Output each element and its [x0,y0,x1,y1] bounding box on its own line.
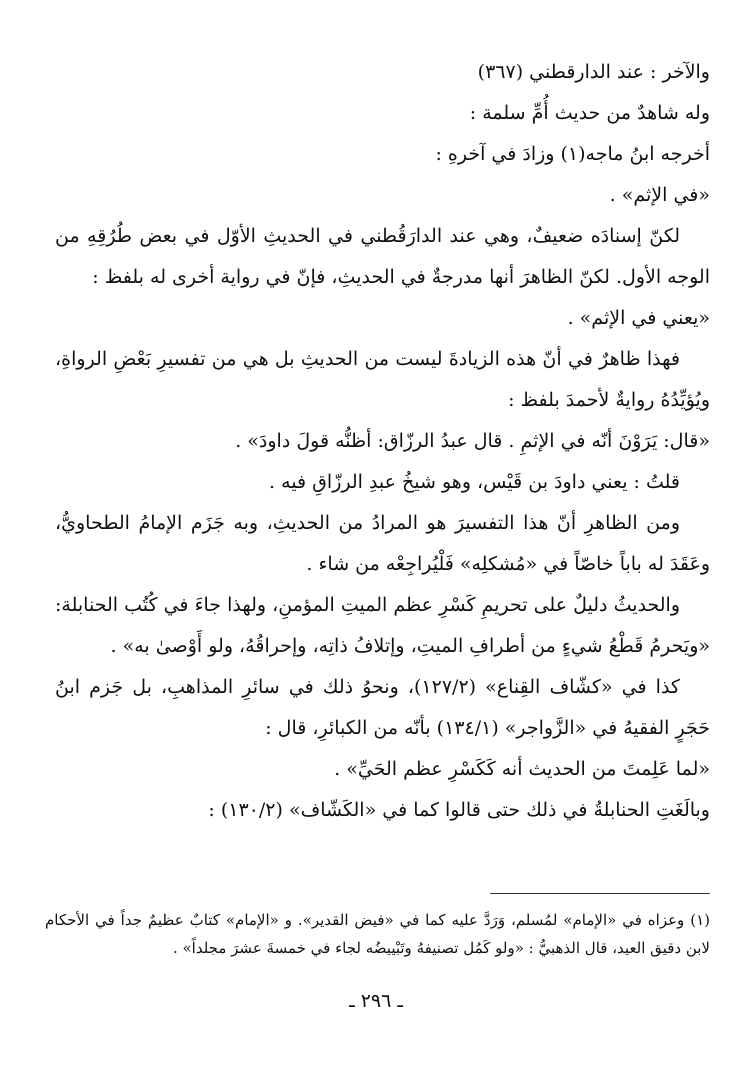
quote-yani: «يعني في الإثم» . [567,307,710,329]
footnote-divider [490,893,710,894]
paragraph-kashshaf: كذا في «كشّاف القِناع» (١٢٧/٢)، ونحوُ ذلك في سائرِ المذاهبِ، بل جَزم ابنُ حَجَرٍ الفقيهُ في «الزَّواجر» (١٣٤/١) بأنّه من الكبائرِ، قال : [55,676,710,739]
paragraph-balagat: وبالَغَتِ الحنابلةُ في ذلك حتى قالوا كما في «الكَشّاف» (١٣٠/٢) : [208,799,710,821]
quote-kakasr: «لما عَلِمتَ من الحديث أنه كَكَسْرِ عظم الحَيِّ» . [334,758,710,780]
quote-ahmad: «قال: يَرَوْنَ أنّه في الإثمِ . قال عبدُ الرزّاق: أظنُّه قولَ داودَ» . [235,430,710,452]
footnotes [45,906,710,962]
paragraph-qultu: قلتُ : يعني داودَ بن قَيْس، وهو شيخُ عبدِ الرزّاقِ فيه . [269,471,680,493]
paragraph-isnad: لكنّ إسنادَه ضعيفٌ، وهي عند الدارَقُطني في الحديثِ الأوّل في بعض طُرُقِهِ من الوجه الأول. لكنّ الظاهرَ أنها مدرجةٌ في الحديثِ، فإنّ في رواية أخرى له بلفظ : [55,225,710,288]
footnote-1: (١) وعزاه في «الإمام» لمُسلم، وَرَدَّ عليه كما في «فيض القدير». و «الإمام» كتابٌ عظيمٌ جداً في الأحكام لابن دقيق العيد، قال الذهبيُّ : «ولو كَمُل تصنيفهُ وتَبْييضُه لجاء في خمسةَ عشرَ مجلداً» . [45,911,710,957]
line-2: وله شاهدٌ من حديث أُمِّ سلمة : [469,102,710,124]
paragraph-tahawi: ومن الظاهرِ أنّ هذا التفسيرَ هو المرادُ من الحديثِ، وبه جَزَم الإمامُ الطحاويُّ، وعَقَدَ له باباً خاصّاً في «مُشكلِه» فَلْيُراجِعْه من شاء . [55,512,710,575]
paragraph-ziyada: فهذا ظاهرٌ في أنّ هذه الزيادةَ ليست من الحديثِ بل هي من تفسيرِ بَعْضِ الرواةِ، ويُؤيِّدُهُ روايةٌ لأحمدَ بلفظ : [55,348,710,411]
quote-fil-ithm: «في الإثم» . [609,184,710,206]
line-3: أخرجه ابنُ ماجه(١) وزادَ في آخرهِ : [435,143,710,165]
page-number: ـ ٢٩٦ ـ [349,990,403,1012]
paragraph-hanabila: والحديثُ دليلٌ على تحريمِ كَسْرِ عظم الميتِ المؤمنِ، ولهذا جاءَ في كُتُب الحنابلة: «ويَحرمُ قَطْعُ شيءٍ من أطرافِ الميتِ، وإتلافُ ذاتِه، وإحراقُهُ، ولو أَوْصىٰ به» . [55,594,710,657]
line-1: والآخر : عند الدارقطني (٣٦٧) [477,61,710,83]
main-text [55,52,710,831]
